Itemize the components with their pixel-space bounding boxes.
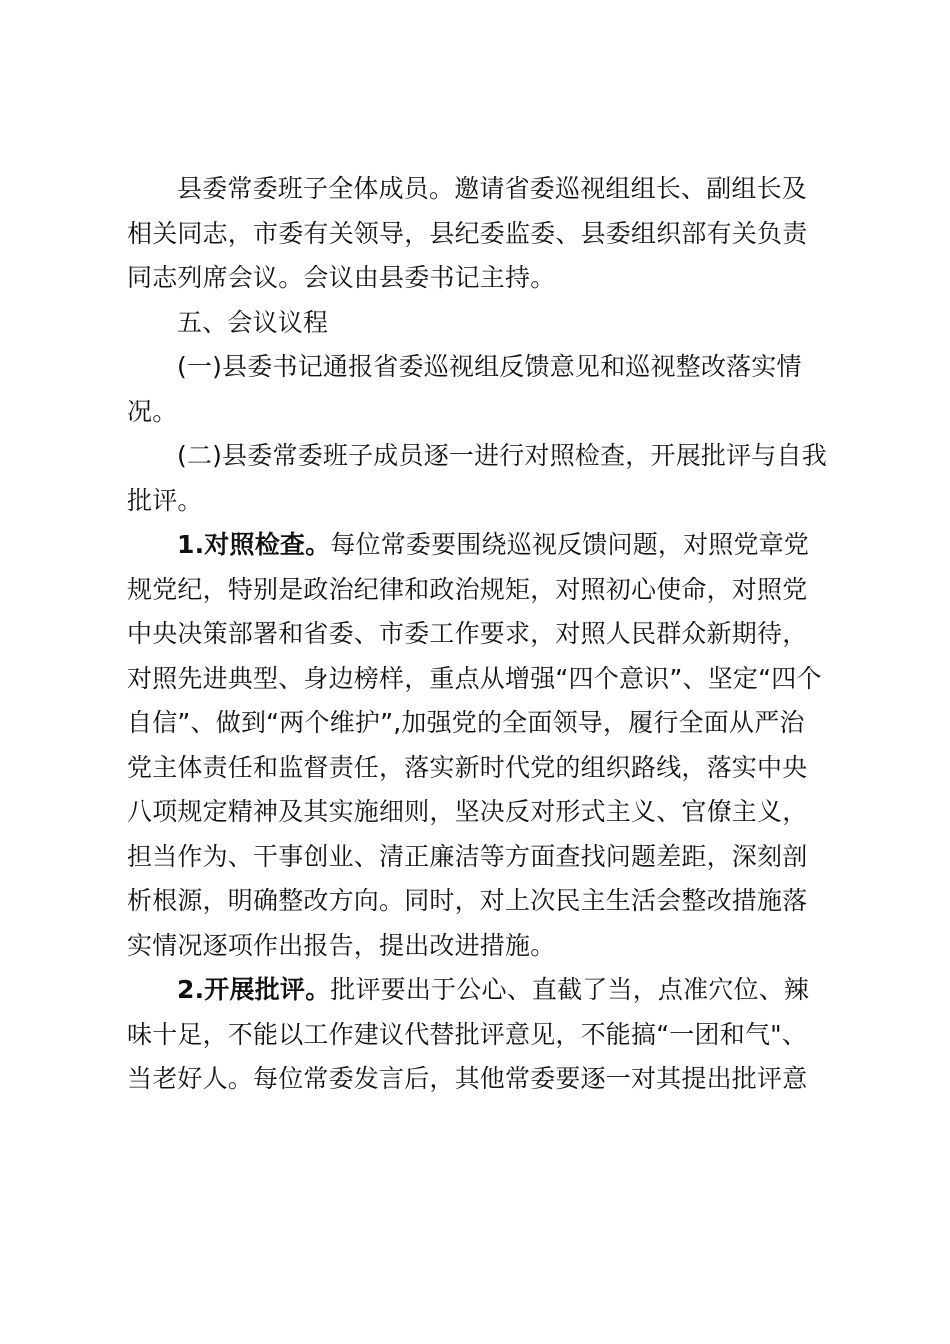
paragraph-attendees-line-1: 县委常委班子全体成员。邀请省委巡视组组长、副组长及 — [177, 174, 808, 203]
subsection-self-check-line-1 — [127, 523, 833, 568]
subsection-self-check-line-9: 析根源，明确整改方向。同时，对上次民主生活会整改措施落 — [127, 886, 808, 915]
subsection-self-check-line-5: 自信”、做到“两个维护”,加强党的全面领导，履行全面从严治 — [127, 708, 805, 737]
paragraph-attendees-line-3: 同志列席会议。会议由县委书记主持。 — [127, 263, 556, 292]
subsection-criticism-line-2: 味十足，不能以工作建议代替批评意见，不能搞“一团和气"、 — [127, 1019, 808, 1049]
subsection-criticism-line-3: 当老好人。每位常委发言后，其他常委要逐一对其提出批评意 — [127, 1064, 808, 1093]
paragraph-attendees-line-2: 相关同志，市委有关领导，县纪委监委、县委组织部有关负责 — [127, 218, 808, 248]
agenda-item-2-line-1: (二)县委常委班子成员逐一进行对照检查，开展批评与自我 — [177, 441, 827, 470]
subsection-self-check-line-10: 实情况逐项作出报告，提出改进措施。 — [127, 930, 556, 960]
agenda-item-1-line-2: 况。 — [127, 396, 178, 426]
subsection-criticism-line-1 — [127, 968, 833, 1013]
subsection-self-check-line-6: 党主体责任和监督责任，落实新时代党的组织路线，落实中央 — [127, 752, 808, 782]
subsection-heading-self-check: 1.对照检查。 — [177, 530, 331, 559]
subsection-self-check-line-2: 规党纪，特别是政治纪律和政治规矩，对照初心使命，对照党 — [127, 574, 808, 604]
subsection-self-check-line-8: 担当作为、干事创业、清正廉洁等方面查找问题差距，深刻剖 — [127, 841, 808, 871]
subsection-self-check-line-3: 中央决策部署和省委、市委工作要求，对照人民群众新期待， — [127, 619, 808, 648]
subsection-self-check-text: 每位常委要围绕巡视反馈问题，对照党章党 — [330, 530, 810, 559]
agenda-item-2-line-2: 批评。 — [127, 485, 203, 515]
subsection-self-check-line-4: 对照先进典型、身边榜样，重点从增强“四个意识”、坚定“四个 — [127, 663, 822, 693]
subsection-heading-criticism: 2.开展批评。 — [177, 975, 331, 1004]
subsection-self-check-line-7: 八项规定精神及其实施细则，坚决反对形式主义、官僚主义， — [127, 797, 808, 826]
subsection-criticism-text: 批评要出于公心、直截了当，点准穴位、辣 — [330, 975, 810, 1004]
section-heading-agenda: 五、会议议程 — [177, 307, 329, 337]
document-body — [127, 167, 833, 1102]
agenda-item-1-line-1: (一)县委书记通报省委巡视组反馈意见和巡视整改落实情 — [177, 352, 802, 381]
